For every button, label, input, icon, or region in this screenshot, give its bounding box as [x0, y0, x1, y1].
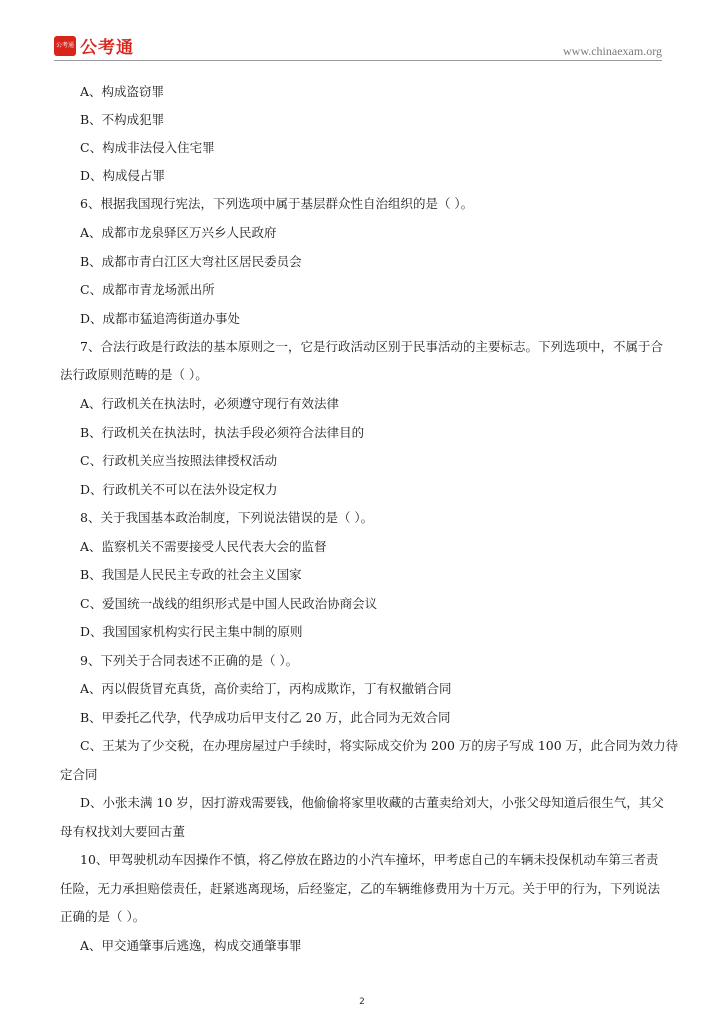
option-line: A、监察机关不需要接受人民代表大会的监督	[80, 539, 327, 554]
option-line: D、小张未满 10 岁，因打游戏需要钱，他偷偷将家里收藏的古董卖给刘大，小张父母知道后很生气，其父	[80, 795, 664, 810]
option-line: C、爱国统一战线的组织形式是中国人民政治协商会议	[80, 596, 378, 611]
header-divider	[54, 60, 662, 61]
question-line: 正确的是（ ）。	[60, 909, 146, 924]
option-line: C、构成非法侵入住宅罪	[80, 140, 215, 155]
option-line: C、成都市青龙场派出所	[80, 282, 215, 297]
question-line: 6、根据我国现行宪法，下列选项中属于基层群众性自治组织的是（ ）。	[80, 196, 474, 211]
question-line: 任险，无力承担赔偿责任，赶紧逃离现场，后经鉴定，乙的车辆维修费用为十万元。关于甲的行为，下列说法	[60, 881, 661, 896]
question-line: 8、关于我国基本政治制度，下列说法错误的是（ ）。	[80, 510, 374, 525]
option-line: B、行政机关在执法时，执法手段必须符合法律目的	[80, 425, 365, 440]
option-line: A、成都市龙泉驿区万兴乡人民政府	[80, 225, 277, 240]
option-line: A、行政机关在执法时，必须遵守现行有效法律	[80, 396, 340, 411]
logo-badge: 公考通	[54, 36, 76, 56]
option-line: D、我国国家机构实行民主集中制的原则	[80, 624, 303, 639]
option-line: C、行政机关应当按照法律授权活动	[80, 453, 278, 468]
question-line: 9、下列关于合同表述不正确的是（ ）。	[80, 653, 299, 668]
option-line: D、构成侵占罪	[80, 168, 166, 183]
option-line: B、我国是人民民主专政的社会主义国家	[80, 567, 302, 582]
page-header	[0, 0, 724, 62]
option-line: B、不构成犯罪	[80, 112, 165, 127]
option-line: A、甲交通肇事后逃逸，构成交通肇事罪	[80, 938, 302, 953]
option-line: 定合同	[60, 767, 98, 782]
question-line: 10、甲驾驶机动车因操作不慎，将乙停放在路边的小汽车撞坏，甲考虑自己的车辆未投保机动车第三者责	[80, 852, 659, 867]
logo	[54, 33, 134, 58]
option-line: C、王某为了少交税，在办理房屋过户手续时，将实际成交价为 200 万的房子写成 100 万，此合同为效力待	[80, 738, 679, 753]
option-line: B、甲委托乙代孕，代孕成功后甲支付乙 20 万，此合同为无效合同	[80, 710, 451, 725]
question-line: 7、合法行政是行政法的基本原则之一，它是行政活动区别于民事活动的主要标志。下列选项中，不属于合	[80, 339, 663, 354]
option-line: A、丙以假货冒充真货，高价卖给丁，丙构成欺诈，丁有权撤销合同	[80, 681, 452, 696]
site-url[interactable]: www.chinaexam.org	[563, 44, 662, 58]
question-line: 法行政原则范畴的是（ ）。	[60, 367, 208, 382]
option-line: A、构成盗窃罪	[80, 84, 165, 99]
logo-text: 公考通	[80, 38, 134, 58]
option-line: D、行政机关不可以在法外设定权力	[80, 482, 278, 497]
option-line: D、成都市猛追湾街道办事处	[80, 311, 241, 326]
option-line: B、成都市青白江区大弯社区居民委员会	[80, 254, 302, 269]
page-number: 2	[359, 997, 365, 1007]
option-line: 母有权找刘大要回古董	[60, 824, 186, 839]
